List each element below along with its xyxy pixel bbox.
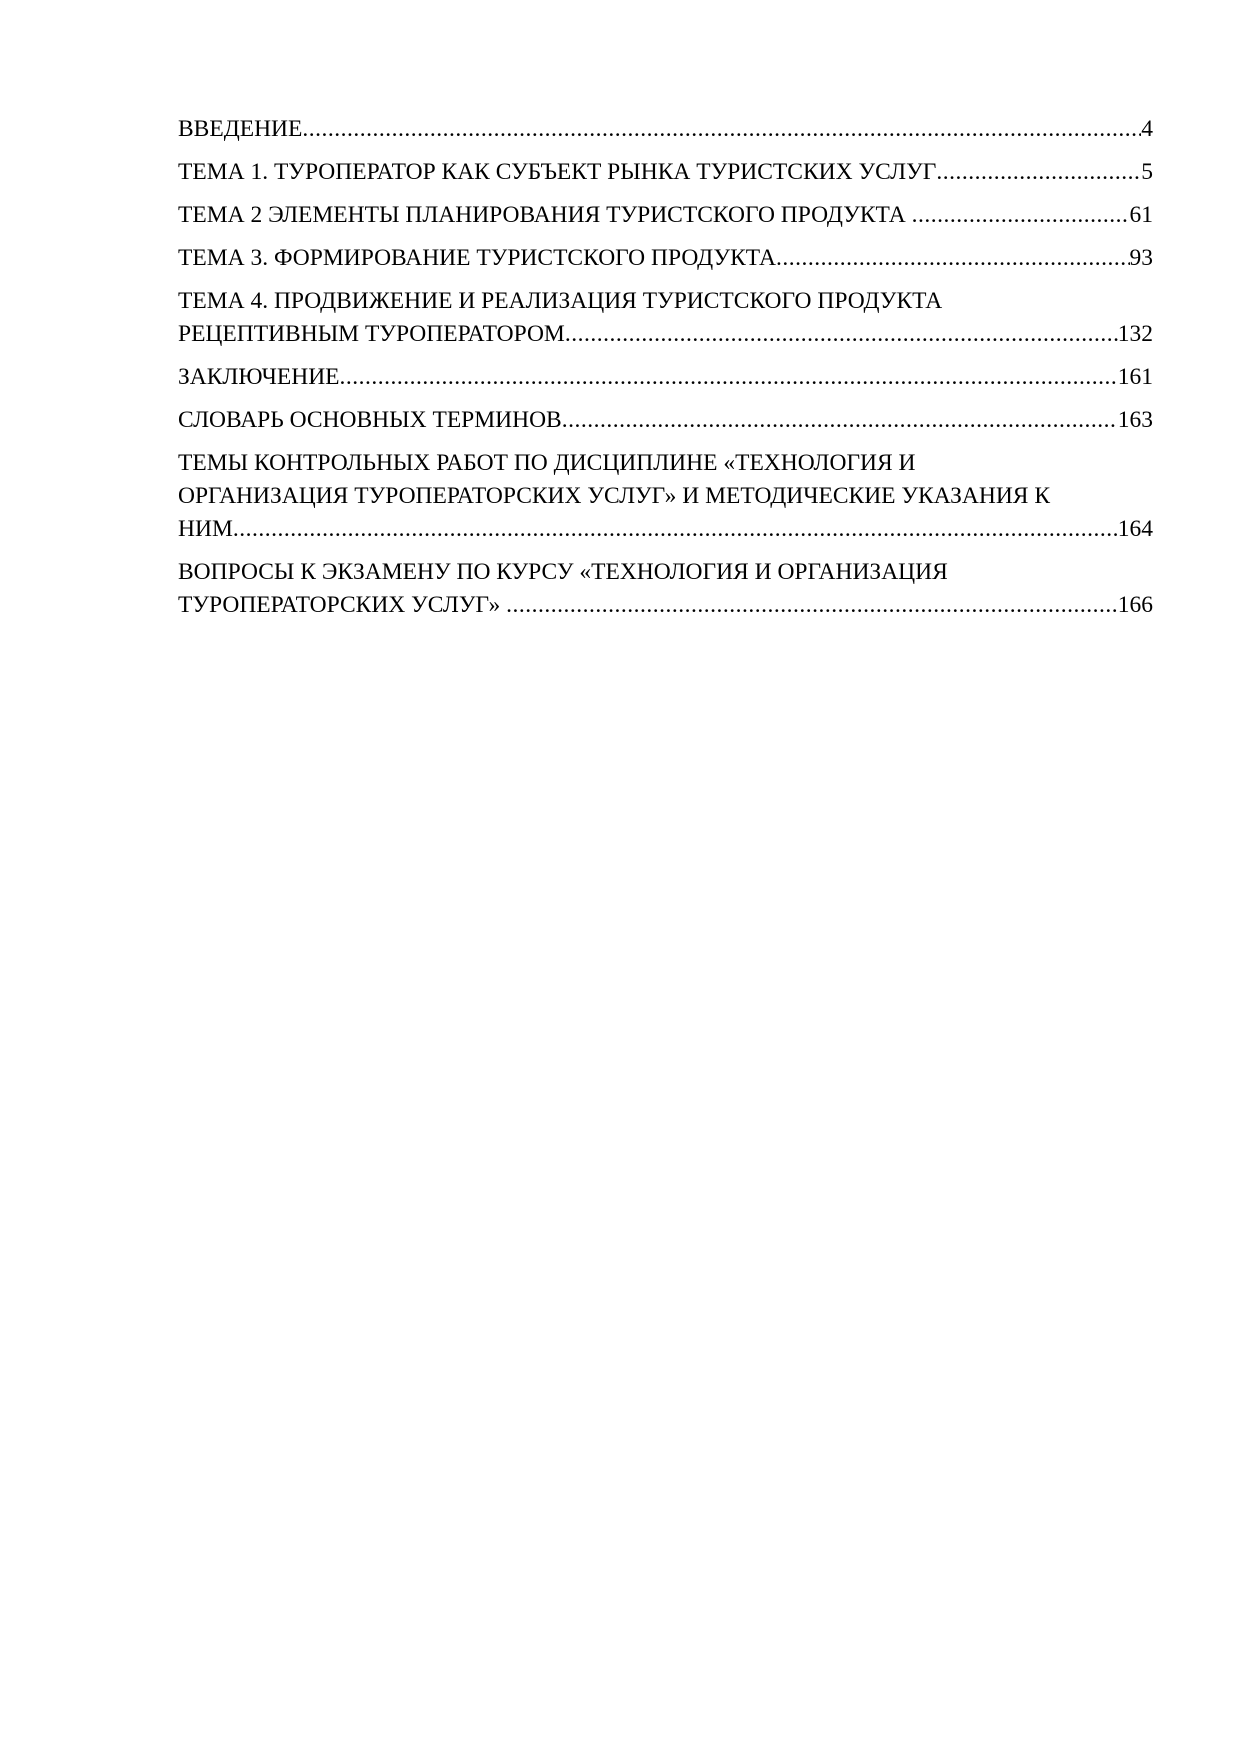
toc-entry-line: [178, 156, 1153, 189]
toc-entry-glossary[interactable]: [178, 404, 1153, 437]
toc-page-number: 5: [1141, 159, 1153, 185]
dot-leader: [565, 318, 1118, 351]
toc-entry-topic-1[interactable]: [178, 156, 1153, 189]
dot-leader: [912, 199, 1130, 232]
toc-entry-line: [178, 404, 1153, 437]
toc-page-number: 164: [1117, 516, 1153, 542]
toc-entry-title: РЕЦЕПТИВНЫМ ТУРОПЕРАТОРОМ: [178, 321, 565, 347]
toc-entry-topic-3[interactable]: [178, 242, 1153, 275]
toc-entry-title-line: ТЕМЫ КОНТРОЛЬНЫХ РАБОТ ПО ДИСЦИПЛИНЕ «ТЕХНОЛОГИЯ И: [178, 450, 916, 476]
toc-page-number: 132: [1117, 321, 1153, 347]
dot-leader: [506, 589, 1118, 622]
toc-entry-title-line: ВОПРОСЫ К ЭКЗАМЕНУ ПО КУРСУ «ТЕХНОЛОГИЯ И ОРГАНИЗАЦИЯ: [178, 559, 948, 585]
dot-leader: [302, 113, 1141, 146]
toc-entry-title: СЛОВАРЬ ОСНОВНЫХ ТЕРМИНОВ: [178, 407, 562, 433]
toc-entry-topic-2[interactable]: [178, 199, 1153, 232]
toc-entry-line: [178, 361, 1153, 394]
toc-entry-title: ТЕМА 3. ФОРМИРОВАНИЕ ТУРИСТСКОГО ПРОДУКТА: [178, 245, 776, 271]
dot-leader: [936, 156, 1141, 189]
toc-entry-title: ТЕМА 1. ТУРОПЕРАТОР КАК СУБЪЕКТ РЫНКА ТУРИСТСКИХ УСЛУГ: [178, 159, 937, 185]
toc-entry-line: [178, 318, 1153, 351]
toc-page-number: 161: [1117, 364, 1153, 390]
toc-entry-line: [178, 513, 1153, 546]
toc-entry-title: ТУРОПЕРАТОРСКИХ УСЛУГ»: [178, 592, 507, 618]
toc-page-number: 61: [1129, 202, 1153, 228]
toc-entry-exam-questions[interactable]: [178, 556, 1153, 622]
toc-entry-title-line: ОРГАНИЗАЦИЯ ТУРОПЕРАТОРСКИХ УСЛУГ» И МЕТОДИЧЕСКИЕ УКАЗАНИЯ К: [178, 483, 1051, 509]
toc-entry-line: [178, 589, 1153, 622]
toc-entry-title-line: ТЕМА 4. ПРОДВИЖЕНИЕ И РЕАЛИЗАЦИЯ ТУРИСТСКОГО ПРОДУКТА: [178, 288, 943, 314]
toc-page-number: 163: [1117, 407, 1153, 433]
dot-leader: [233, 513, 1118, 546]
toc-entry-title: НИМ: [178, 516, 233, 542]
toc-entry-line: [178, 199, 1153, 232]
toc-entry-title: ЗАКЛЮЧЕНИЕ: [178, 364, 340, 390]
toc-entry-introduction[interactable]: [178, 113, 1153, 146]
toc-entry-control-works[interactable]: [178, 447, 1153, 546]
dot-leader: [340, 361, 1118, 394]
dot-leader: [776, 242, 1130, 275]
toc-entry-title: ВВЕДЕНИЕ: [178, 116, 303, 142]
table-of-contents: [178, 113, 1153, 632]
toc-entry-line: [178, 113, 1153, 146]
toc-entry-line: [178, 242, 1153, 275]
toc-page-number: 93: [1129, 245, 1153, 271]
toc-entry-conclusion[interactable]: [178, 361, 1153, 394]
toc-page-number: 166: [1117, 592, 1153, 618]
toc-entry-title: ТЕМА 2 ЭЛЕМЕНТЫ ПЛАНИРОВАНИЯ ТУРИСТСКОГО ПРОДУКТА: [178, 202, 912, 228]
toc-entry-topic-4[interactable]: [178, 285, 1153, 351]
dot-leader: [562, 404, 1118, 437]
toc-page-number: 4: [1141, 116, 1153, 142]
